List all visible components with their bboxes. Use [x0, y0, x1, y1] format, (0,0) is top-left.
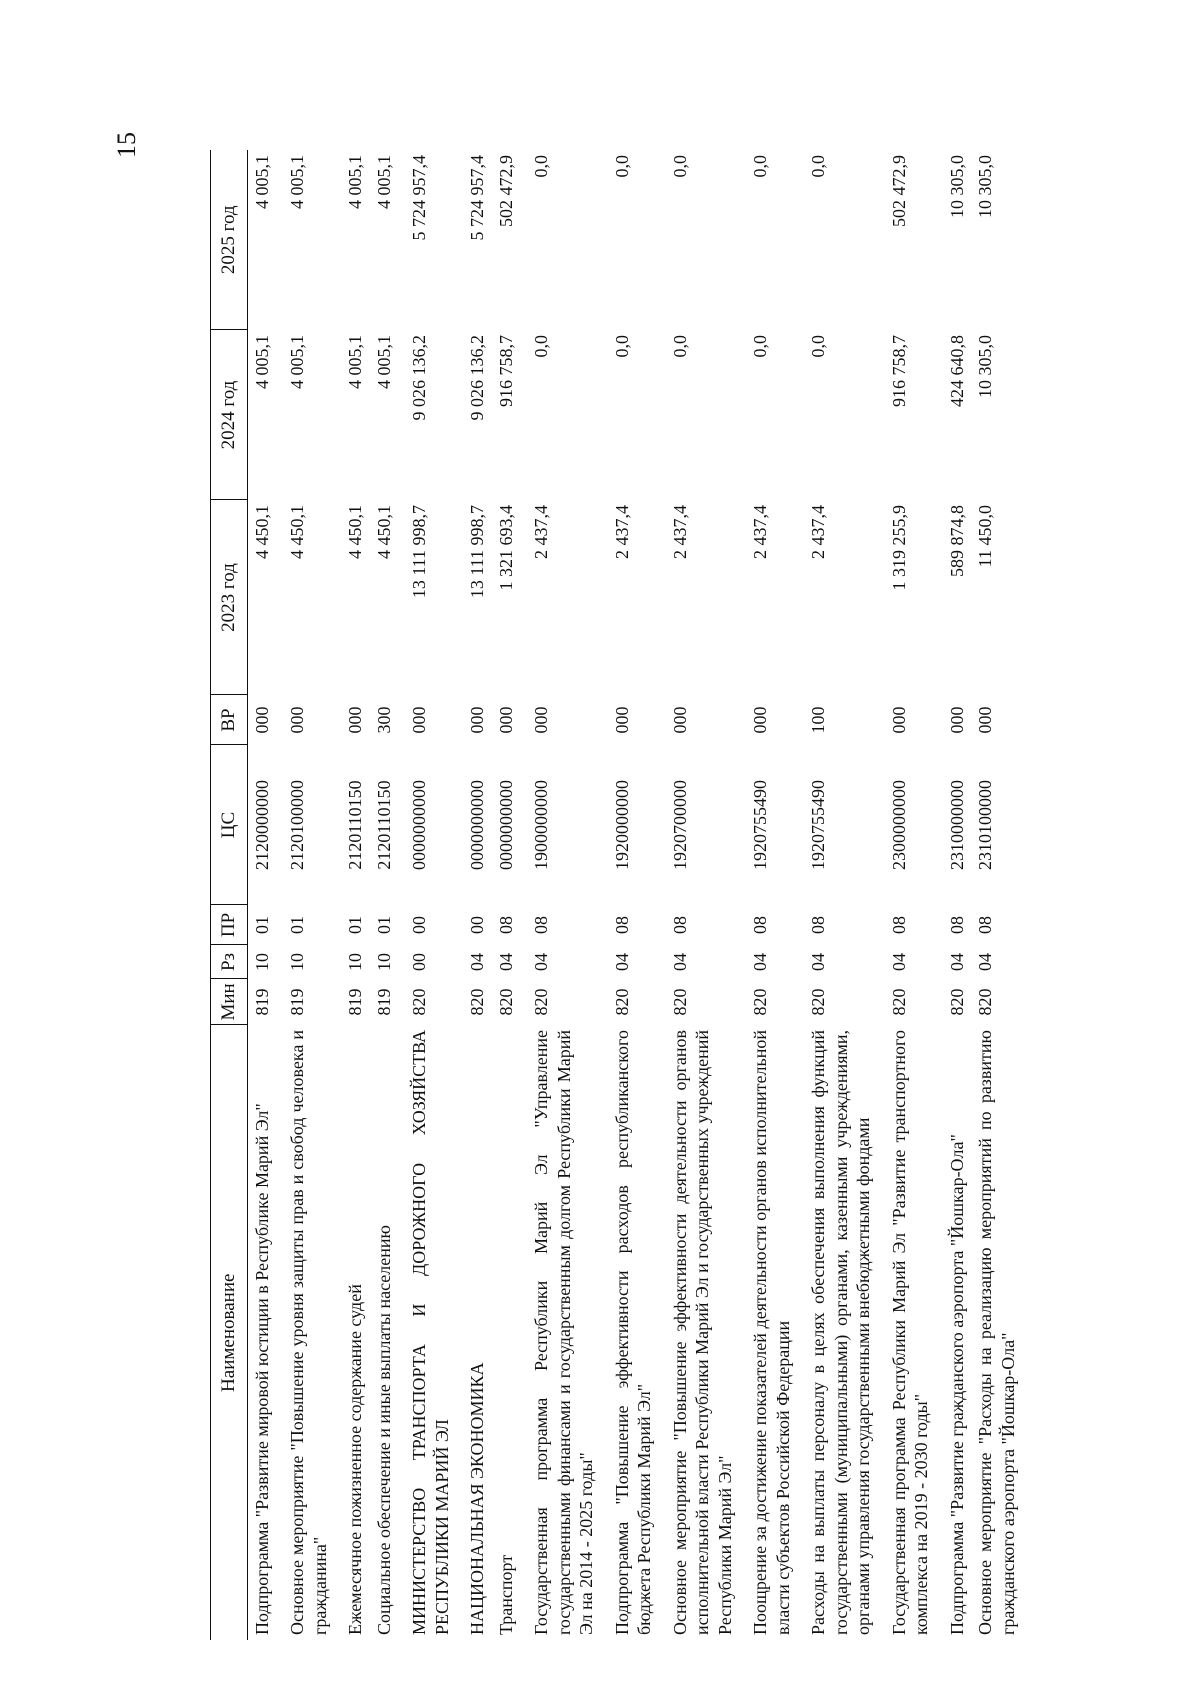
row-2025: 4 005,1 [345, 155, 366, 209]
budget-table [210, 150, 1022, 1640]
row-vr: 000 [287, 706, 308, 734]
row-min: 819 [251, 988, 272, 1016]
row-name: Подпрограмма "Развитие гражданского аэропорта "Йошкар-Ола" [946, 1134, 967, 1635]
row-2025: 10 305,0 [946, 155, 967, 218]
row-rz: 04 [669, 953, 690, 971]
row-vr: 000 [611, 706, 632, 734]
row-min: 820 [669, 988, 690, 1016]
row-vr: 000 [409, 706, 430, 734]
row-min: 819 [345, 988, 366, 1016]
row-vr: 000 [750, 706, 771, 734]
row-2025: 0,0 [669, 155, 690, 178]
row-2023: 13 111 998,7 [467, 505, 488, 599]
row-cs: 2310000000 [946, 780, 967, 870]
row-2024: 916 758,7 [888, 335, 909, 407]
row-2024: 424 640,8 [946, 335, 967, 407]
row-2024: 0,0 [531, 335, 552, 358]
row-rz: 04 [467, 953, 488, 971]
table-row [659, 150, 740, 1640]
row-rz: 10 [251, 953, 272, 971]
row-name: Государственная программа Республики Марий Эл "Развитие транспортного комплекса на 2019 - 2030 годы" [888, 1030, 932, 1635]
row-cs: 2120110150 [345, 780, 366, 870]
table-row [601, 150, 659, 1640]
row-2025: 4 005,1 [373, 155, 394, 209]
table-row [456, 150, 492, 1640]
row-vr: 000 [467, 706, 488, 734]
row-pr: 01 [287, 916, 308, 934]
table-row [739, 150, 797, 1640]
page-number: 15 [112, 132, 141, 158]
row-2025: 0,0 [611, 155, 632, 178]
row-cs: 2120110150 [373, 780, 394, 870]
row-cs: 1920000000 [611, 780, 632, 870]
row-vr: 000 [345, 706, 366, 734]
table-row [276, 150, 334, 1640]
row-vr: 100 [808, 706, 829, 734]
row-name: МИНИСТЕРСТВО ТРАНСПОРТА И ДОРОЖНОГО ХОЗЯЙСТВА РЕСПУБЛИКИ МАРИЙ ЭЛ [409, 1030, 452, 1635]
table-row [247, 150, 276, 1640]
row-vr: 000 [495, 706, 516, 734]
row-min: 820 [531, 988, 552, 1016]
row-cs: 0000000000 [409, 780, 430, 870]
row-cs: 2300000000 [888, 780, 909, 870]
row-pr: 08 [888, 916, 909, 934]
table-row [971, 150, 1022, 1640]
row-pr: 01 [345, 916, 366, 934]
row-pr: 08 [808, 916, 829, 934]
row-min: 820 [888, 988, 909, 1016]
row-min: 820 [467, 988, 488, 1016]
row-cs: 2120000000 [251, 780, 272, 870]
row-pr: 01 [251, 916, 272, 934]
row-2023: 1 319 255,9 [888, 505, 909, 591]
row-rz: 04 [975, 953, 996, 971]
header-rz: Рз [211, 945, 248, 979]
table-row [334, 150, 370, 1640]
header-2024: 2024 год [211, 330, 248, 500]
row-2023: 2 437,4 [531, 505, 552, 559]
row-2025: 10 305,0 [975, 155, 996, 218]
row-2025: 4 005,1 [287, 155, 308, 209]
row-vr: 000 [531, 706, 552, 734]
row-2024: 916 758,7 [495, 335, 516, 407]
row-min: 820 [946, 988, 967, 1016]
table-header [211, 150, 248, 1640]
row-pr: 08 [669, 916, 690, 934]
row-min: 819 [287, 988, 308, 1016]
row-name: Ежемесячное пожизненное содержание судей [345, 1284, 366, 1635]
row-2024: 4 005,1 [373, 335, 394, 389]
row-min: 820 [409, 988, 430, 1016]
row-name: НАЦИОНАЛЬНАЯ ЭКОНОМИКА [467, 1362, 488, 1635]
row-rz: 10 [345, 953, 366, 971]
row-cs: 0000000000 [467, 780, 488, 870]
row-rz: 04 [808, 953, 829, 971]
row-2024: 10 305,0 [975, 335, 996, 398]
row-pr: 00 [409, 916, 430, 934]
row-cs: 2310100000 [975, 780, 996, 870]
row-name: Расходы на выплаты персоналу в целях обеспечения выполнения функций государственными (муниципальными) органами, казенными учреждениями, органами управления государственными внебюджетными фондами [808, 1030, 874, 1635]
row-2025: 5 724 957,4 [467, 155, 488, 241]
row-name: Основное мероприятие "Повышение эффективности деятельности органов исполнительной власти Республики Марий Эл и государственных учреждений Республики Марий Эл" [669, 1030, 735, 1635]
table-row [878, 150, 936, 1640]
row-2025: 5 724 957,4 [409, 155, 430, 241]
row-2023: 11 450,0 [975, 505, 996, 568]
row-cs: 1900000000 [531, 780, 552, 870]
row-2023: 2 437,4 [669, 505, 690, 559]
row-min: 820 [611, 988, 632, 1016]
row-cs: 1920755490 [750, 780, 771, 870]
row-vr: 000 [669, 706, 690, 734]
row-pr: 08 [975, 916, 996, 934]
row-2025: 0,0 [531, 155, 552, 178]
row-2024: 0,0 [611, 335, 632, 358]
row-rz: 04 [750, 953, 771, 971]
row-min: 819 [373, 988, 394, 1016]
header-min: Мин [211, 979, 248, 1025]
row-2025: 0,0 [808, 155, 829, 178]
header-pr: ПР [211, 905, 248, 945]
row-pr: 08 [531, 916, 552, 934]
row-2023: 2 437,4 [808, 505, 829, 559]
row-min: 820 [975, 988, 996, 1016]
table-row [797, 150, 878, 1640]
row-2024: 4 005,1 [345, 335, 366, 389]
row-2023: 589 874,8 [946, 505, 967, 577]
row-2023: 4 450,1 [287, 505, 308, 559]
header-vr: ВР [211, 695, 248, 745]
row-2023: 4 450,1 [373, 505, 394, 559]
row-2025: 4 005,1 [251, 155, 272, 209]
row-min: 820 [495, 988, 516, 1016]
row-name: Транспорт [495, 1554, 516, 1635]
row-name: Государственная программа Республики Марий Эл "Управление государственными финансами и государственным долгом Республики Марий Эл на 2014 - 2025 годы" [531, 1030, 597, 1635]
row-vr: 000 [975, 706, 996, 734]
table-row [492, 150, 521, 1640]
row-cs: 1920755490 [808, 780, 829, 870]
header-2025: 2025 год [211, 150, 248, 330]
row-2024: 4 005,1 [251, 335, 272, 389]
row-cs: 1920700000 [669, 780, 690, 870]
row-cs: 2120100000 [287, 780, 308, 870]
row-vr: 000 [946, 706, 967, 734]
row-name: Подпрограмма "Повышение эффективности расходов республиканского бюджета Республики Марий Эл" [611, 1030, 655, 1635]
row-cs: 0000000000 [495, 780, 516, 870]
row-2024: 0,0 [808, 335, 829, 358]
row-rz: 04 [888, 953, 909, 971]
row-2025: 0,0 [750, 155, 771, 178]
row-vr: 000 [888, 706, 909, 734]
row-2023: 1 321 693,4 [495, 505, 516, 591]
row-pr: 00 [467, 916, 488, 934]
header-cs: ЦС [211, 745, 248, 905]
row-name: Подпрограмма "Развитие мировой юстиции в Республике Марий Эл" [251, 1103, 272, 1635]
row-pr: 08 [750, 916, 771, 934]
row-rz: 04 [611, 953, 632, 971]
row-2024: 0,0 [669, 335, 690, 358]
row-pr: 08 [495, 916, 516, 934]
row-name: Основное мероприятие "Расходы на реализацию мероприятий по развитию гражданского аэропорта "Йошкар-Ола" [975, 1030, 1018, 1635]
row-rz: 10 [287, 953, 308, 971]
row-2023: 2 437,4 [611, 505, 632, 559]
row-2025: 502 472,9 [495, 155, 516, 227]
row-name: Социальное обеспечение и иные выплаты населению [373, 1225, 394, 1635]
row-name: Поощрение за достижение показателей деятельности органов исполнительной власти субъектов Российской Федерации [750, 1030, 793, 1635]
row-rz: 04 [946, 953, 967, 971]
row-pr: 08 [611, 916, 632, 934]
row-min: 820 [750, 988, 771, 1016]
row-rz: 04 [531, 953, 552, 971]
row-rz: 00 [409, 953, 430, 971]
row-2024: 9 026 136,2 [409, 335, 430, 421]
row-pr: 01 [373, 916, 394, 934]
row-rz: 10 [373, 953, 394, 971]
row-2024: 0,0 [750, 335, 771, 358]
row-2024: 9 026 136,2 [467, 335, 488, 421]
table-row [370, 150, 399, 1640]
row-min: 820 [808, 988, 829, 1016]
table-row [936, 150, 972, 1640]
row-rz: 04 [495, 953, 516, 971]
row-2024: 4 005,1 [287, 335, 308, 389]
row-pr: 08 [946, 916, 967, 934]
rotated-page [210, 150, 1018, 1640]
row-vr: 000 [251, 706, 272, 734]
header-2023: 2023 год [211, 500, 248, 695]
row-2023: 4 450,1 [345, 505, 366, 559]
table-row [398, 150, 456, 1640]
row-2023: 4 450,1 [251, 505, 272, 559]
table-row [520, 150, 601, 1640]
table-body [247, 150, 1022, 1640]
row-2025: 502 472,9 [888, 155, 909, 227]
row-vr: 300 [373, 706, 394, 734]
header-name: Наименование [211, 1025, 248, 1640]
row-2023: 2 437,4 [750, 505, 771, 559]
row-2023: 13 111 998,7 [409, 505, 430, 599]
row-name: Основное мероприятие "Повышение уровня защиты прав и свобод человека и гражданина" [287, 1030, 330, 1635]
